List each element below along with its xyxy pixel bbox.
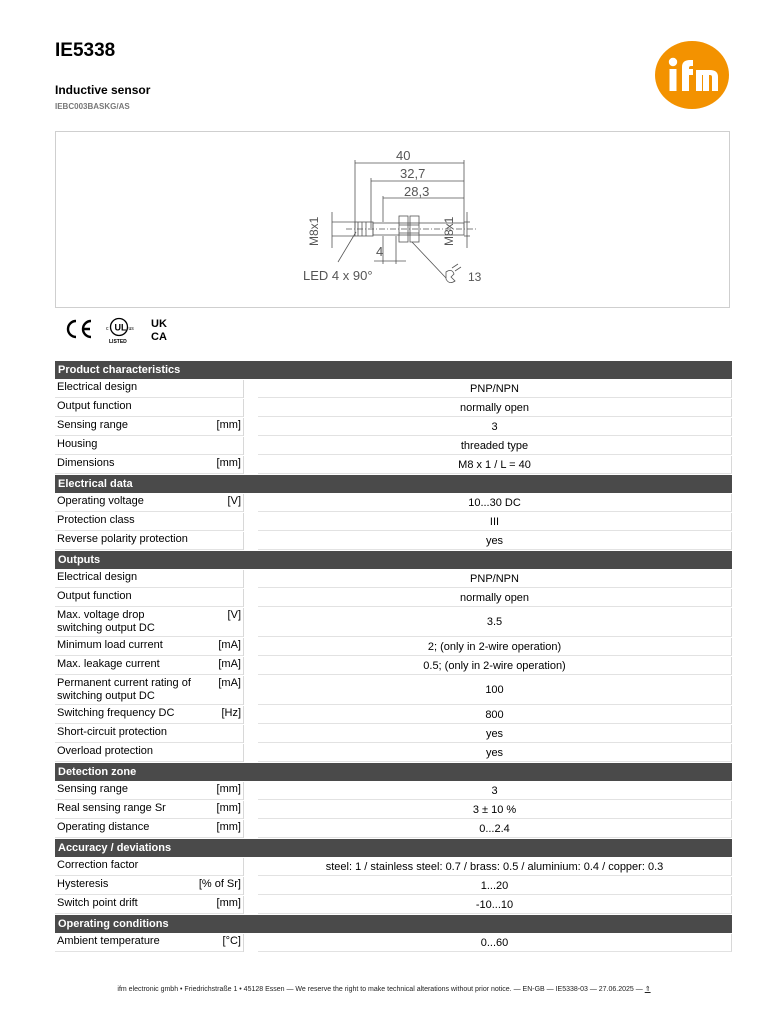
spec-label: Minimum load current	[55, 638, 243, 656]
spec-row	[55, 877, 732, 896]
spec-value: 0...2.4	[258, 820, 732, 838]
spec-label: Reverse polarity protection	[55, 532, 243, 550]
section-header: Product characteristics	[55, 361, 732, 379]
certification-marks	[62, 316, 182, 346]
spec-unit: [mm]	[216, 802, 241, 814]
spec-value: yes	[258, 744, 732, 762]
spec-value: normally open	[258, 399, 732, 417]
spec-unit	[195, 725, 241, 726]
spec-row	[55, 725, 732, 744]
dimension-4: 4	[376, 244, 384, 259]
spec-value: threaded type	[258, 437, 732, 455]
dimension-40: 40	[396, 148, 411, 163]
column-divider	[243, 456, 244, 474]
back-to-top-link[interactable]: ⇑	[644, 986, 651, 993]
column-divider	[243, 782, 244, 800]
spec-value: M8 x 1 / L = 40	[258, 456, 732, 474]
led-label: LED 4 x 90°	[303, 268, 373, 283]
thread-label-left: M8x1	[307, 216, 321, 246]
spec-row	[55, 744, 732, 763]
spec-value: 0...60	[258, 934, 732, 952]
spec-row	[55, 896, 732, 915]
spec-label: Electrical design	[55, 380, 243, 398]
spec-unit	[195, 380, 241, 381]
spec-unit	[195, 744, 241, 745]
column-divider	[243, 744, 244, 762]
ce-mark-icon	[68, 321, 91, 337]
spec-value: 1...20	[258, 877, 732, 895]
spec-label: Output function	[55, 399, 243, 417]
spec-unit: [mm]	[216, 457, 241, 469]
spec-label: Electrical design	[55, 570, 243, 588]
cul-us-listed-icon	[106, 319, 134, 346]
spec-label: Max. voltage drop switching output DC	[55, 608, 243, 637]
spec-row	[55, 589, 732, 608]
spec-value: III	[258, 513, 732, 531]
spec-label: Permanent current rating of switching output DC	[55, 676, 243, 705]
svg-text:LISTED: LISTED	[109, 339, 127, 345]
spec-label: Sensing range	[55, 782, 243, 800]
spec-unit	[195, 589, 241, 590]
spec-row	[55, 456, 732, 475]
spec-label: Switching frequency DC	[55, 706, 243, 724]
product-code: IE5338	[55, 40, 116, 61]
column-divider	[243, 657, 244, 675]
spec-row	[55, 437, 732, 456]
column-divider	[243, 676, 244, 705]
spec-label: Ambient temperature	[55, 934, 243, 952]
section-header: Electrical data	[55, 475, 732, 493]
spec-row	[55, 638, 732, 657]
spec-row	[55, 820, 732, 839]
spec-label: Sensing range	[55, 418, 243, 436]
column-divider	[243, 380, 244, 398]
footer	[0, 985, 768, 993]
ifm-logo	[654, 40, 730, 110]
spec-row	[55, 513, 732, 532]
spec-row	[55, 782, 732, 801]
spec-label: Housing	[55, 437, 243, 455]
svg-text:c: c	[106, 326, 109, 332]
spec-unit: [V]	[227, 495, 241, 507]
spec-row	[55, 418, 732, 437]
spec-label: Dimensions	[55, 456, 243, 474]
spec-row	[55, 858, 732, 877]
spec-label: Operating voltage	[55, 494, 243, 512]
spec-unit: [mm]	[216, 821, 241, 833]
column-divider	[243, 706, 244, 724]
spec-row	[55, 532, 732, 551]
spec-label: Real sensing range Sr	[55, 801, 243, 819]
spec-value: 3 ± 10 %	[258, 801, 732, 819]
spec-unit	[195, 858, 241, 859]
spec-unit: [mm]	[216, 419, 241, 431]
spec-unit: [mA]	[218, 639, 241, 651]
spec-value: 800	[258, 706, 732, 724]
spec-value: normally open	[258, 589, 732, 607]
column-divider	[243, 725, 244, 743]
spec-value: 100	[258, 676, 732, 705]
spec-row	[55, 676, 732, 706]
column-divider	[243, 638, 244, 656]
column-divider	[243, 934, 244, 952]
wrench-size: 13	[468, 270, 482, 284]
spec-value: yes	[258, 532, 732, 550]
spec-value: 3	[258, 418, 732, 436]
dimension-28-3: 28,3	[404, 184, 430, 199]
spec-unit	[195, 513, 241, 514]
article-code: IEBC003BASKG/AS	[55, 102, 130, 111]
spec-label: Protection class	[55, 513, 243, 531]
section-header: Detection zone	[55, 763, 732, 781]
spec-value: PNP/NPN	[258, 380, 732, 398]
spec-value: yes	[258, 725, 732, 743]
column-divider	[243, 896, 244, 914]
spec-row	[55, 934, 732, 953]
product-type: Inductive sensor	[55, 83, 151, 97]
spec-label: Operating distance	[55, 820, 243, 838]
thread-label-right: M8x1	[442, 216, 456, 246]
column-divider	[243, 494, 244, 512]
spec-unit	[195, 532, 241, 533]
ukca-mark-icon	[151, 318, 167, 343]
column-divider	[243, 570, 244, 588]
spec-unit: [Hz]	[221, 707, 241, 719]
spec-value: 2; (only in 2-wire operation)	[258, 638, 732, 656]
column-divider	[243, 608, 244, 637]
column-divider	[243, 532, 244, 550]
column-divider	[243, 820, 244, 838]
section-header: Accuracy / deviations	[55, 839, 732, 857]
spec-value: 10...30 DC	[258, 494, 732, 512]
svg-text:us: us	[128, 326, 134, 332]
spec-row	[55, 494, 732, 513]
spec-row	[55, 380, 732, 399]
spec-value: 0.5; (only in 2-wire operation)	[258, 657, 732, 675]
svg-text:CA: CA	[151, 331, 167, 343]
spec-label: Overload protection	[55, 744, 243, 762]
spec-unit: [mm]	[216, 783, 241, 795]
spec-label: Short-circuit protection	[55, 725, 243, 743]
svg-text:UL: UL	[114, 322, 127, 333]
spec-label: Output function	[55, 589, 243, 607]
spec-row	[55, 570, 732, 589]
spec-unit: [°C]	[222, 935, 241, 947]
dimension-32-7: 32,7	[400, 166, 426, 181]
column-divider	[243, 418, 244, 436]
spec-label: Hysteresis	[55, 877, 243, 895]
spec-unit	[195, 399, 241, 400]
spec-row	[55, 706, 732, 725]
column-divider	[243, 399, 244, 417]
spec-unit: [mm]	[216, 897, 241, 909]
dimension-drawing	[55, 131, 730, 308]
spec-row	[55, 399, 732, 418]
svg-text:UK: UK	[151, 318, 167, 330]
spec-value: -10...10	[258, 896, 732, 914]
spec-value: 3.5	[258, 608, 732, 637]
column-divider	[243, 437, 244, 455]
spec-unit	[195, 570, 241, 571]
column-divider	[243, 858, 244, 876]
specification-table	[55, 361, 732, 953]
spec-unit: [mA]	[218, 658, 241, 670]
spec-label: Switch point drift	[55, 896, 243, 914]
section-header: Operating conditions	[55, 915, 732, 933]
column-divider	[243, 589, 244, 607]
column-divider	[243, 877, 244, 895]
spec-unit: [% of Sr]	[198, 878, 241, 890]
section-header: Outputs	[55, 551, 732, 569]
spec-row	[55, 801, 732, 820]
spec-value: 3	[258, 782, 732, 800]
spec-label: Correction factor	[55, 858, 243, 876]
spec-label: Max. leakage current	[55, 657, 243, 675]
spec-value: PNP/NPN	[258, 570, 732, 588]
column-divider	[243, 513, 244, 531]
column-divider	[243, 801, 244, 819]
spec-unit	[195, 437, 241, 438]
spec-value: steel: 1 / stainless steel: 0.7 / brass: 0.5 / aluminium: 0.4 / copper: 0.3	[258, 858, 732, 876]
spec-row	[55, 657, 732, 676]
footer-text: ifm electronic gmbh • Friedrichstraße 1 • 45128 Essen — We reserve the right to make technical alterations without prior notice. — EN-GB — IE5338-03 — 27.06.2025 —	[117, 986, 643, 993]
spec-row	[55, 608, 732, 638]
spec-unit: [mA]	[218, 677, 241, 689]
spec-unit: [V]	[227, 609, 241, 621]
